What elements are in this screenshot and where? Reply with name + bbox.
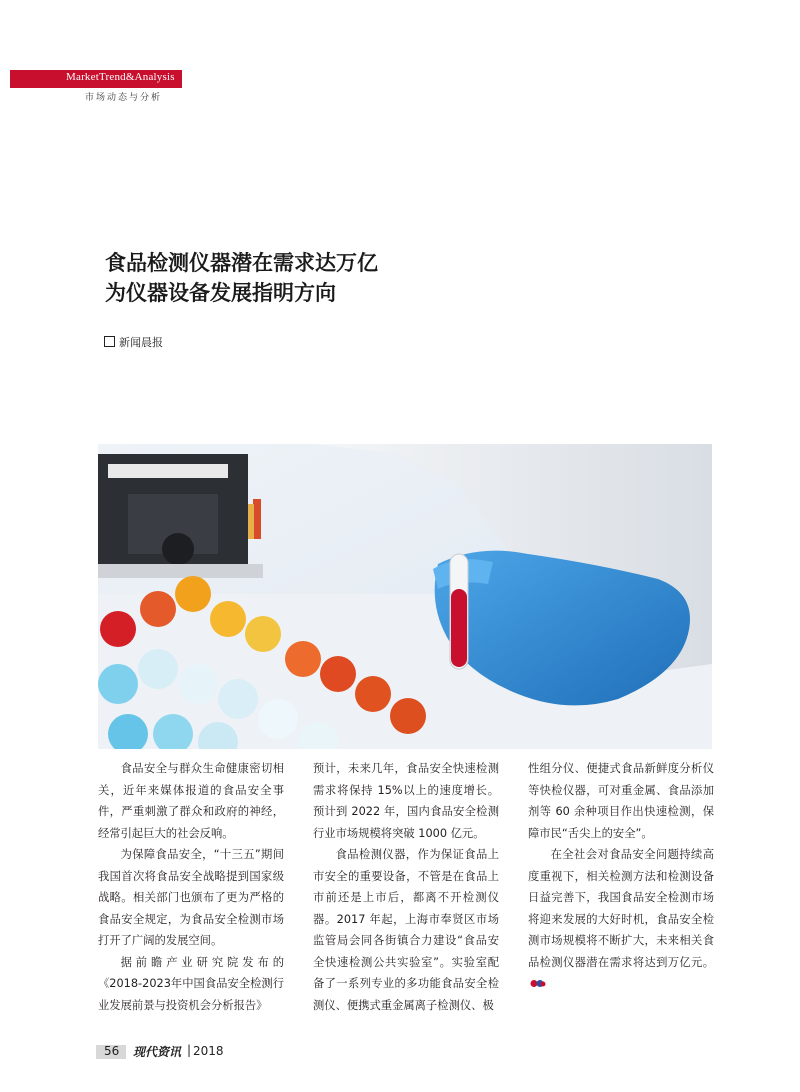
end-mark-icon (530, 979, 546, 988)
checkbox-square-icon (104, 336, 115, 347)
paragraph: 为保障食品安全，“十三五”期间我国首次将食品安全战略提到国家级战略。相关部门也颁布了更为严格的食品安全规定，为食品安全检测市场打开了广阔的发展空间。 (98, 848, 284, 947)
paragraph-last (528, 844, 714, 995)
footer-separator: | (187, 1043, 192, 1057)
paragraph: 食品安全与群众生命健康密切相关，近年来媒体报道的食品安全事件，严重刺激了群众和政府的神经，经常引起巨大的社会反响。 (98, 762, 284, 840)
section-title-en: MarketTrend&Analysis (66, 71, 175, 83)
byline-source: 新闻晨报 (119, 336, 163, 349)
article-title-line1: 食品检测仪器潜在需求达万亿 (105, 251, 378, 275)
lab-photo-illustration (98, 444, 712, 749)
magazine-name: 现代资讯 (133, 1045, 182, 1059)
article-title-line2: 为仪器设备发展指明方向 (105, 281, 336, 305)
text-column-1 (98, 758, 284, 1016)
text-column-3 (528, 758, 714, 995)
lab-photo (98, 444, 712, 749)
text-column-2 (313, 758, 499, 1016)
section-title-cn: 市场动态与分析 (85, 93, 163, 103)
page-number: 56 (104, 1044, 120, 1058)
paragraph: 预计，未来几年，食品安全快速检测需求将保持 15%以上的速度增长。预计到 2022 年，国内食品安全检测行业市场规模将突破 1000 亿元。 (313, 762, 499, 840)
footer-year: 2018 (193, 1044, 224, 1058)
paragraph-text: 在全社会对食品安全问题持续高度重视下，相关检测方法和检测设备日益完善下，我国食品安全检测市场将迎来发展的大好时机，食品安全检测市场规模将不断扩大，未来相关食品检测仪器潜在需求将达到万亿元。 (528, 848, 714, 969)
byline (104, 334, 163, 350)
paragraph: 性组分仪、便捷式食品新鲜度分析仪等快检仪器，可对重金属、食品添加剂等 60 余种项目作出快速检测，保障市民“舌尖上的安全”。 (528, 762, 714, 840)
paragraph: 食品检测仪器，作为保证食品上市安全的重要设备，不管是在食品上市前还是上市后，都离不开检测仪器。2017 年起，上海市奉贤区市场监管局会同各街镇合力建设“食品安全快速检测公共实验室”。实验室配备了一系列专业的多功能食品安全检测仪、便携式重金属离子检测仪、极 (313, 848, 499, 1012)
paragraph: 据前瞻产业研究院发布的《2018-2023年中国食品安全检测行业发展前景与投资机会分析报告》 (98, 955, 284, 1012)
article-title (105, 248, 378, 308)
